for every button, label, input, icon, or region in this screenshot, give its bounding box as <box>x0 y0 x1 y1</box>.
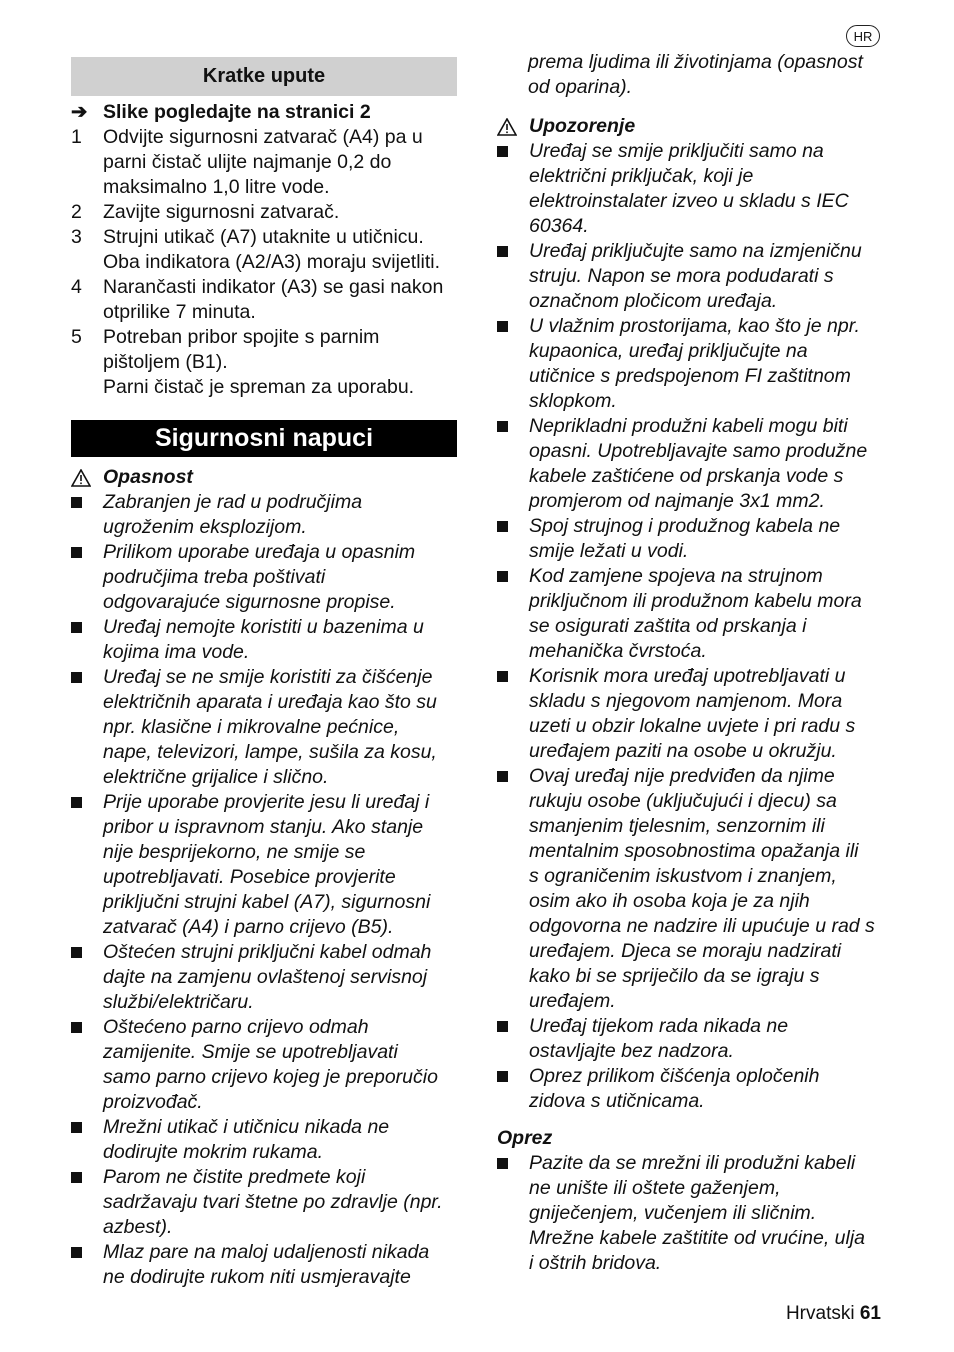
text-line: Parom ne čistite predmete koji <box>103 1166 366 1188</box>
text-line: kako bi se spriječilo da se igraju s <box>529 965 820 987</box>
square-bullet-icon <box>71 1122 82 1133</box>
text-line: zidova s utičnicama. <box>529 1090 705 1112</box>
text-line: Potreban pribor spojite s parnim <box>103 326 380 348</box>
square-bullet-icon <box>497 414 508 439</box>
oprez-label: Oprez <box>497 1127 553 1149</box>
text-line: pištoljem (B1). <box>103 351 228 373</box>
language-badge: HR <box>846 25 880 47</box>
square-bullet-icon <box>71 947 82 958</box>
text-line: prema ljudima ili životinjama (opasnost <box>528 51 863 73</box>
text-line: 60364. <box>529 215 589 237</box>
upozorenje-item <box>497 239 897 314</box>
square-bullet-icon <box>71 1022 82 1033</box>
upozorenje-list <box>497 139 897 1114</box>
opasnost-item <box>71 615 461 665</box>
text-line: utičnice s predspojenom FI zaštitnom <box>529 365 851 387</box>
text-line: Spoj strujnog i produžnog kabela ne <box>529 515 841 537</box>
square-bullet-icon <box>497 146 508 157</box>
upozorenje-label-row: Upozorenje <box>497 114 897 139</box>
kratke-upute-heading: Kratke upute <box>71 57 457 96</box>
oprez-item <box>497 1151 897 1276</box>
text-line: Uređaj priključujte samo na izmjeničnu <box>529 240 862 262</box>
square-bullet-icon <box>71 497 82 508</box>
step-number: 2 <box>71 201 82 223</box>
text-line: Mlaz pare na maloj udaljenosti nikada <box>103 1241 430 1263</box>
opasnost-item <box>71 1165 461 1240</box>
text-line: proizvođač. <box>103 1091 203 1113</box>
text-line: nape, televizori, lampe, sušila za kosu, <box>103 741 437 763</box>
text-line: elektroinstalater izveo u skladu s IEC <box>529 190 849 212</box>
text-line: uređajem. <box>529 990 616 1012</box>
text-line: ugroženim eksplozijom. <box>103 516 307 538</box>
text-line: područjima treba poštivati <box>103 566 326 588</box>
text-line: pribor u ispravnom stanju. Ako stanje <box>103 816 424 838</box>
text-line: promjerom od najmanje 3x1 mm2. <box>529 490 825 512</box>
text-line: otprilike 7 minuta. <box>103 301 256 323</box>
text-line: samo parno crijevo kojeg je preporučio <box>103 1066 438 1088</box>
text-line: Neprikladni produžni kabeli mogu biti <box>529 415 848 437</box>
text-line: Zabranjen je rad u područjima <box>103 491 363 513</box>
upozorenje-item <box>497 1064 897 1114</box>
step-item <box>71 275 461 325</box>
text-line: priključnom ili produžnom kabelu mora <box>529 590 862 612</box>
text-line: ne dodirujte rukom niti usmjeravajte <box>103 1266 411 1288</box>
square-bullet-icon <box>71 547 82 558</box>
text-line: Prije uporabe provjerite jesu li uređaj i <box>103 791 430 813</box>
square-bullet-icon <box>497 514 508 539</box>
text-line: i oštrih bridova. <box>529 1252 662 1274</box>
text-line: ostavljajte bez nadzora. <box>529 1040 734 1062</box>
continuation-text <box>528 50 908 100</box>
text-line: mentalnim sposobnostima opažanja ili <box>529 840 859 862</box>
text-line: električne grijalice i slično. <box>103 766 329 788</box>
step-item <box>71 125 461 200</box>
upozorenje-item <box>497 764 897 1014</box>
text-line: priključni strujni kabel (A7), sigurnosni <box>103 891 431 913</box>
kratke-upute-section <box>71 100 461 400</box>
text-line: ne unište ili oštete gaženjem, <box>529 1177 781 1199</box>
text-line: Oprez prilikom čišćenja opločenih <box>529 1065 820 1087</box>
text-line: upotrebljavati. Posebice provjerite <box>103 866 396 888</box>
opasnost-section <box>71 465 461 1290</box>
text-line: nije besprijekorno, ne smije se <box>103 841 366 863</box>
square-bullet-icon <box>71 615 82 640</box>
square-bullet-icon <box>497 571 508 582</box>
text-line: Kod zamjene spojeva na strujnom <box>529 565 823 587</box>
opasnost-item <box>71 1240 461 1290</box>
text-line: skladu s njegovom namjenom. Mora <box>529 690 843 712</box>
upozorenje-item <box>497 314 897 414</box>
square-bullet-icon <box>497 1158 508 1169</box>
square-bullet-icon <box>497 239 508 264</box>
square-bullet-icon <box>71 1247 82 1258</box>
square-bullet-icon <box>71 1015 82 1040</box>
square-bullet-icon <box>497 764 508 789</box>
step-number: 1 <box>71 126 82 148</box>
square-bullet-icon <box>71 1165 82 1190</box>
text-line: maksimalno 1,0 litre vode. <box>103 176 330 198</box>
text-line: zatvarač (A4) i parno crijevo (B5). <box>103 916 394 938</box>
text-line: Parni čistač je spreman za uporabu. <box>103 376 415 398</box>
square-bullet-icon <box>497 139 508 164</box>
opasnost-item <box>71 1115 461 1165</box>
figure-reference: ➔ Slike pogledajte na stranici 2 <box>71 101 371 123</box>
sigurnosni-napuci-heading: Sigurnosni napuci <box>71 420 457 457</box>
text-line: od oparina). <box>528 76 633 98</box>
text-line: kupaonica, uređaj priključujte na <box>529 340 808 362</box>
text-line: Odvijte sigurnosni zatvarač (A4) pa u <box>103 126 423 148</box>
text-line: Uređaj se smije priključiti samo na <box>529 140 824 162</box>
text-line: parni čistač ulijte najmanje 0,2 do <box>103 151 392 173</box>
opasnost-item <box>71 540 461 615</box>
text-line: Mrežne kabele zaštitite od vrućine, ulja <box>529 1227 866 1249</box>
text-line: osim ako ih osoba koja je za njih <box>529 890 810 912</box>
text-line: odgovorna ne nadzire ili upućuje u rad s <box>529 915 875 937</box>
text-line: Narančasti indikator (A3) se gasi nakon <box>103 276 444 298</box>
square-bullet-icon <box>497 1014 508 1039</box>
text-line: Pazite da se mrežni ili produžni kabeli <box>529 1152 856 1174</box>
square-bullet-icon <box>71 940 82 965</box>
text-line: Mrežni utikač i utičnicu nikada ne <box>103 1116 390 1138</box>
text-line: Korisnik mora uređaj upotrebljavati u <box>529 665 846 687</box>
square-bullet-icon <box>497 321 508 332</box>
text-line: U vlažnim prostorijama, kao što je npr. <box>529 315 860 337</box>
upozorenje-item <box>497 414 897 514</box>
text-line: kabele zaštićene od prskanja vode s <box>529 465 844 487</box>
text-line: mehanička čvrstoća. <box>529 640 707 662</box>
step-item <box>71 200 461 225</box>
text-line: azbest). <box>103 1216 173 1238</box>
warning-icon <box>497 118 517 136</box>
step-item <box>71 225 461 275</box>
text-line: odgovarajuće sigurnosne propise. <box>103 591 396 613</box>
text-line: Ovaj uređaj nije predviđen da njime <box>529 765 835 787</box>
upozorenje-item <box>497 1014 897 1064</box>
text-line: Oštećen strujni priključni kabel odmah <box>103 941 432 963</box>
upozorenje-section <box>497 114 897 1114</box>
text-line: Oštećeno parno crijevo odmah <box>103 1016 369 1038</box>
square-bullet-icon <box>71 797 82 808</box>
text-line: gniječenjem, vučenjem ili sličnim. <box>529 1202 817 1224</box>
text-line: Uređaj nemojte koristiti u bazenima u <box>103 616 424 638</box>
text-line: Prilikom uporabe uređaja u opasnim <box>103 541 416 563</box>
text-line: npr. klasične i mikrovalne pećnice, <box>103 716 400 738</box>
text-line: zamijenite. Smije se upotrebljavati <box>103 1041 398 1063</box>
page-footer <box>786 1301 881 1326</box>
square-bullet-icon <box>71 490 82 515</box>
square-bullet-icon <box>497 1064 508 1089</box>
square-bullet-icon <box>71 1115 82 1140</box>
page-number: 61 <box>859 1303 881 1324</box>
arrow-right-icon: ➔ <box>71 101 88 123</box>
square-bullet-icon <box>497 671 508 682</box>
step-number: 4 <box>71 276 82 298</box>
upozorenje-item <box>497 514 897 564</box>
opasnost-item <box>71 665 461 790</box>
square-bullet-icon <box>497 1021 508 1032</box>
warning-icon <box>71 469 91 487</box>
square-bullet-icon <box>497 521 508 532</box>
opasnost-item <box>71 1015 461 1115</box>
text-line: Strujni utikač (A7) utaknite u utičnicu. <box>103 226 424 248</box>
square-bullet-icon <box>71 622 82 633</box>
step-list <box>71 125 461 400</box>
text-line: opasni. Upotrebljavajte samo produžne <box>529 440 868 462</box>
square-bullet-icon <box>497 246 508 257</box>
square-bullet-icon <box>71 672 82 683</box>
text-line: Oba indikatora (A2/A3) moraju svijetliti. <box>103 251 441 273</box>
text-line: s ograničenim iskustvom i znanjem, <box>529 865 837 887</box>
text-line: Uređaj se ne smije koristiti za čišćenje <box>103 666 433 688</box>
oprez-section <box>497 1126 897 1276</box>
square-bullet-icon <box>497 421 508 432</box>
text-line: sklopkom. <box>529 390 617 412</box>
upozorenje-item <box>497 139 897 239</box>
text-line: smije ležati u vodi. <box>529 540 689 562</box>
text-line: električnih aparata i uređaja kao što su <box>103 691 437 713</box>
square-bullet-icon <box>71 665 82 690</box>
square-bullet-icon <box>71 1172 82 1183</box>
text-line: kojima ima vode. <box>103 641 250 663</box>
text-line: uređajem paziti na osobe u okružju. <box>529 740 837 762</box>
text-line: Uređaj tijekom rada nikada ne <box>529 1015 789 1037</box>
oprez-list <box>497 1151 897 1276</box>
square-bullet-icon <box>71 1240 82 1265</box>
upozorenje-item <box>497 664 897 764</box>
step-item <box>71 325 461 400</box>
opasnost-item <box>71 940 461 1015</box>
text-line: električni priključak, koji je <box>529 165 754 187</box>
square-bullet-icon <box>71 540 82 565</box>
text-line: službi/električaru. <box>103 991 254 1013</box>
opasnost-item <box>71 490 461 540</box>
text-line: sadržavaju tvari štetne po zdravlje (npr. <box>103 1191 443 1213</box>
text-line: Zavijte sigurnosni zatvarač. <box>103 201 340 223</box>
square-bullet-icon <box>497 314 508 339</box>
square-bullet-icon <box>71 790 82 815</box>
text-line: smanjenim tjelesnim, senzornim ili <box>529 815 825 837</box>
text-line: se osigurati zaštita od prskanja i <box>529 615 807 637</box>
square-bullet-icon <box>497 771 508 782</box>
square-bullet-icon <box>497 1151 508 1176</box>
text-line: uzeti u obzir lokalne uvjete i pri radu s <box>529 715 856 737</box>
square-bullet-icon <box>497 564 508 589</box>
text-line: rukuju osobe (uključujući i djecu) sa <box>529 790 837 812</box>
text-line: označnom pločicom uređaja. <box>529 290 778 312</box>
square-bullet-icon <box>497 1071 508 1082</box>
text-line: uređajem. Djeca se moraju nadzirati <box>529 940 842 962</box>
footer-language: Hrvatski <box>785 1303 855 1324</box>
text-line: dajte na zamjenu ovlaštenoj servisnoj <box>103 966 428 988</box>
upozorenje-item <box>497 564 897 664</box>
square-bullet-icon <box>497 664 508 689</box>
text-line: dodirujte mokrim rukama. <box>103 1141 323 1163</box>
opasnost-item <box>71 790 461 940</box>
text-line: struju. Napon se mora podudarati s <box>529 265 834 287</box>
opasnost-list <box>71 490 461 1290</box>
opasnost-label-row: Opasnost <box>71 465 461 490</box>
step-number: 3 <box>71 226 82 248</box>
step-number: 5 <box>71 326 82 348</box>
